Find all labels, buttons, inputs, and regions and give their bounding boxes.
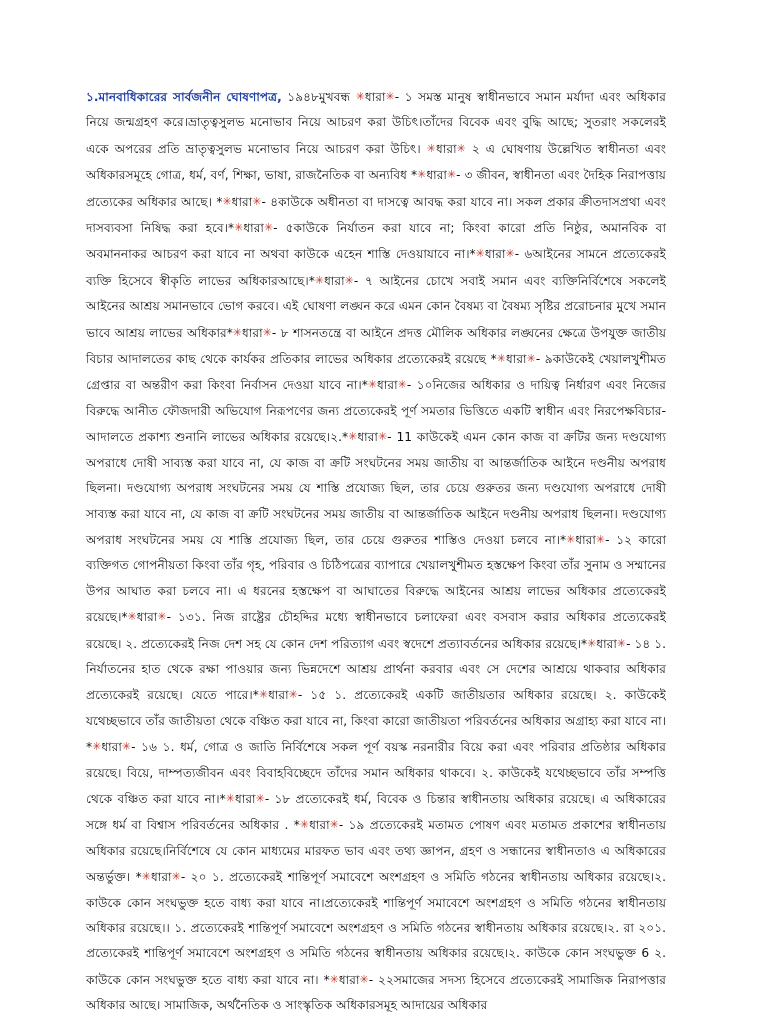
star-bullet-icon: ✳ — [505, 247, 515, 261]
body-text-segment: - ২২সমাজের সদস্য হিসেবে প্রত্যেকেরই সামাজিক নিরাপত্তার অধিকার আছে। সামাজিক, অর্থনৈতিক ও সাংস্কৃতিক অধিকারসমূহ আদায়ের অধিকার — [86, 972, 667, 1013]
body-text-segment: ধারা — [357, 430, 378, 445]
body-text-segment: - ৯কাউকেই খেয়ালখুশীমত গ্রেপ্তার বা অন্তরীণ করা কিংবা নির্বাসন দেওয়া যাবে না।* — [86, 352, 666, 393]
body-text-segment: - ৫কাউকে নির্যাতন করা যাবে না; কিংবা কারো প্রতি নিষ্ঠুর, অমানবিক বা অবমাননাকর আচরণ করা যাবে না অথবা কাউকে এহেন শাস্তি দেওয়াযাবে না।* — [86, 221, 666, 262]
star-bullet-icon: ✳ — [344, 273, 354, 287]
star-bullet-icon: ✳ — [329, 972, 339, 986]
document-page — [86, 84, 667, 1013]
star-bullet-icon: ✳ — [417, 168, 427, 182]
star-bullet-icon: ✳ — [222, 194, 232, 208]
star-bullet-icon: ✳ — [232, 325, 243, 339]
body-text-segment: - ৩ জীবন, স্বাধীনতা এবং দৈহিক নিরাপত্তায় প্রত্যেকের অধিকার আছে। * — [86, 168, 666, 209]
body-text-segment: ধারা — [150, 870, 172, 885]
star-bullet-icon: ✳ — [595, 532, 606, 546]
body-text-segment: - ১৩১. নিজ রাষ্ট্রের চৌহদ্দির মধ্যে স্বাধীনভাবে চলাফেরা এবং বসবাস করার অধিকার প্রত্যেকেরই রয়েছে। ২. প্রত্যেকেরই নিজ দেশ সহ যে কোন দেশ পরিত্যাগ এবং স্বদেশে প্রত্যাবর্তনের অধিকার রয়েছে।* — [86, 610, 666, 651]
star-bullet-icon: ✳ — [496, 352, 506, 366]
body-text-segment: - ৪কাউকে অধীনতা বা দাসত্বে আবদ্ধ করা যাবে না। সকল প্রকার ক্রীতদাসপ্রথা এবং দাসব্যবসা নিষিদ্ধ করা হবে।* — [86, 194, 666, 236]
star-bullet-icon: ✳ — [526, 352, 536, 366]
body-text-segment: - ১৪ ১. নির্যাতনের হাত থেকে রক্ষা পাওয়ার জন্য ভিন্নদেশে আশ্রয় প্রার্থনা করবার এবং সে দেশের আশ্রয়ে থাকবার অধিকার প্রত্যেকেরই রয়েছে। যেতে পারে।* — [86, 636, 666, 703]
star-bullet-icon: ✳ — [616, 636, 627, 650]
body-text-segment: - 11 কাউকেই এমন কোন কাজ বা ক্রটির জন্য দণ্ডযোগ্য অপরাধে দোষী সাব্যস্ত করা যাবে না, যে কাজ বা ক্রটি সংঘটনের সময় জাতীয় বা আন্তর্জাতিক আইনে দণ্ডনীয় অপরাধ ছিলনা। দণ্ডযোগ্য অপরাধ সংঘটনের সময় যে শাস্তি প্রযোজ্য ছিল, তার চেয়ে গুরুতর জন্য দণ্ডযোগ্য অপরাধে দোষী সাব্যস্ত করা যাবে না, যে কাজ বা ক্রটি সংঘটনের সময় জাতীয় বা আন্তর্জাতিক আইনে দণ্ডনীয় অপরাধ ছিলনা। দণ্ডযোগ্য অপরাধ সংঘটনের সময় যে শাস্তি প্রযোজ্য ছিল, তার চেয়ে গুরুতর শাস্তিও দেওয়া চলবে না।* — [86, 430, 666, 547]
star-bullet-icon: ✳ — [141, 870, 151, 884]
star-bullet-icon: ✳ — [456, 141, 466, 155]
body-text-segment: ধারা — [338, 972, 360, 987]
star-bullet-icon: ✳ — [225, 791, 235, 805]
body-text-segment: - ১৫ ১. প্রত্যেকেরই একটি জাতীয়তার অধিকার রয়েছে। ২. কাউকেই যথেচ্ছভাবে তাঁর জাতীয়তা থেকে বঞ্চিত করা যাবে না, কিংবা কারো জাতীয়তা পরিবর্তনের অধিকার অগ্রাহ্য করা যাবে না। * — [86, 688, 666, 755]
star-bullet-icon: ✳ — [359, 972, 369, 986]
star-bullet-icon: ✳ — [255, 791, 265, 805]
body-text-segment: ধারা — [324, 273, 345, 288]
star-bullet-icon: ✳ — [566, 532, 576, 546]
body-text-segment: ধারা — [242, 325, 263, 340]
body-text-segment: ধারা — [575, 532, 596, 547]
star-bullet-icon: ✳ — [475, 247, 485, 261]
body-text-segment: ধারা — [484, 247, 506, 262]
document-heading: ১.মানবাধিকারের সার্বজনীন ঘোষণাপত্র, — [86, 90, 282, 104]
star-bullet-icon: ✳ — [171, 870, 181, 884]
body-text-segment: ধারা — [231, 194, 253, 209]
star-bullet-icon: ✳ — [121, 740, 132, 754]
star-bullet-icon: ✳ — [127, 610, 137, 624]
body-text-segment: - ১৮ প্রত্যেকেরই ধর্ম, বিবেক ও চিন্তার স্বাধীনতায় অধিকার রয়েছে। এ অধিকারের সঙ্গে ধর্ম বা বিশ্বাস পরিবর্তনের অধিকার . * — [86, 791, 666, 833]
star-bullet-icon: ✳ — [355, 90, 365, 103]
body-text-segment: - ১২ কারো ব্যক্তিগত গোপনীয়তা কিংবা তাঁর গৃহ, পরিবার ও চিঠিপত্রের ব্যাপারে খেয়ালখুশীমত হস্তক্ষেপ কিংবা তাঁর সুনাম ও সম্মানের উপর আঘাত করা চলবে না। এ ধরনের হস্তক্ষেপ বা আঘাতের বিরুদ্ধে আইনের আশ্রয় লাভের অধিকার প্রত্যেকেরই রয়েছে।* — [86, 532, 666, 625]
star-bullet-icon: ✳ — [288, 688, 298, 702]
body-text-segment: ধারা — [309, 818, 330, 833]
body-text-segment: - ১ সমস্ত মানুষ স্বাধীনভাবে সমান মর্যাদা এবং অধিকার নিয়ে জন্মগ্রহণ করে।ভ্রাতৃত্বসুলভ মনোভাব নিয়ে আচরণ করা উচিৎ।তাঁদের বিবেক এবং বুদ্ধি আছে; সুতরাং সকলেরই একে অপরের প্রতি ভ্রাতৃত্বসুলভ মনোভাব নিয়ে আচরণ করা উচিৎ। — [86, 90, 666, 156]
star-bullet-icon: ✳ — [348, 430, 358, 444]
document-body — [86, 90, 666, 1012]
body-text-segment: ধারা — [505, 352, 527, 367]
star-bullet-icon: ✳ — [377, 430, 388, 444]
body-text-segment: ধারা — [364, 90, 386, 104]
body-text-segment: ধারা — [436, 141, 457, 156]
star-bullet-icon: ✳ — [446, 168, 457, 182]
star-bullet-icon: ✳ — [92, 740, 102, 754]
body-text-segment: ধারা — [101, 740, 122, 755]
body-text-segment: - ৭ আইনের চোখে সবাই সমান এবং ব্যক্তিনির্বিশেষে সকলেই আইনের আশ্রয় সমানভাবে ভোগ করবে। এই ঘোষণা লঙ্ঘন করে এমন কোন বৈষম্য বা বৈষম্য সৃষ্টির প্ররোচনার মুখে সমান ভাবে আশ্রয় লাভের অধিকার* — [86, 273, 666, 340]
body-text-segment: ধারা — [426, 168, 447, 183]
star-bullet-icon: ✳ — [587, 636, 597, 650]
star-bullet-icon: ✳ — [329, 818, 339, 832]
body-text-segment: - ১০নিজের অধিকার ও দায়িত্ব নির্ধারণ এবং নিজের বিরুদ্ধে আনীত ফৌজদারী অভিযোগ নিরূপণের জন্য প্রত্যেকেরই পূর্ণ সমতার ভিত্তিতে একটি স্বাধীন এবং নিরপেক্ষবিচার-আদালতে প্রকাশ্য শুনানি লাভের অধিকার রয়েছে।২.* — [86, 378, 666, 445]
star-bullet-icon: ✳ — [252, 194, 262, 208]
star-bullet-icon: ✳ — [299, 818, 310, 832]
body-text-segment: ধারা — [234, 791, 256, 806]
star-bullet-icon: ✳ — [397, 378, 407, 392]
body-text-segment: ২ এ ঘোষণায় উল্লেখিত স্বাধীনতা এবং অধিকারসমূহে গোত্র, ধর্ম, বর্ণ, শিক্ষা, ভাষা, রাজনৈতিক বা অন্যবিধ * — [86, 141, 666, 183]
body-text-segment: ১৯৪৮মুখবন্ধ — [281, 90, 356, 104]
body-text-segment: - ৮ শাসনতন্ত্রে বা আইনে প্রদত্ত মৌলিক অধিকার লঙ্ঘনের ক্ষেত্রে উপযুক্ত জাতীয় বিচার আদালতের কাছ থেকে কার্যকর প্রতিকার লাভের অধিকার প্রত্যেকেরই রয়েছে * — [86, 325, 666, 367]
star-bullet-icon: ✳ — [263, 221, 274, 235]
star-bullet-icon: ✳ — [367, 378, 378, 392]
star-bullet-icon: ✳ — [262, 325, 272, 339]
body-text-segment: ধারা — [136, 610, 158, 625]
body-text-segment: - ২০ ১. প্রত্যেকেরই শান্তিপূর্ণ সমাবেশে অংশগ্রহণ ও সমিতি গঠনের স্বাধীনতায় অধিকার রয়েছে।২. কাউকে কোন সংঘভুক্ত হতে বাধ্য করা যাবে না।প্রত্যেকেরই শান্তিপূর্ণ সমাবেশে অংশগ্রহণ ও সমিতি গঠনের স্বাধীনতায় অধিকার রয়েছে।। ১. প্রত্যেকেরই শান্তিপূর্ণ সমাবেশে অংশগ্রহণ ও সমিতি গঠনের স্বাধীনতায় অধিকার রয়েছে।২. রা ২০১. প্রত্যেকেরই শান্তিপূর্ণ সমাবেশে অংশগ্রহণ ও সমিতি গঠনের স্বাধীনতায় অধিকার রয়েছে।২. কাউকে কোন সংঘভুক্ত 6 ২. কাউকে কোন সংঘভুক্ত হতে বাধ্য করা যাবে না। * — [86, 870, 667, 987]
body-text-segment: ধারা — [596, 636, 617, 651]
body-text-segment: ধারা — [268, 688, 289, 703]
star-bullet-icon: ✳ — [234, 221, 244, 235]
body-text-segment: - ১৯ প্রত্যেকেরই মতামত পোষণ এবং মতামত প্রকাশের স্বাধীনতায় অধিকার রয়েছে।নির্বিশেষে যে কোন মাধ্যমের মারফত ভাব এবং তথ্য জ্ঞাপন, গ্রহণ ও সন্ধানের স্বাধীনতাও এ অধিকারের অন্তর্ভুক্ত। * — [86, 818, 666, 885]
star-bullet-icon: ✳ — [385, 90, 395, 103]
star-bullet-icon: ✳ — [314, 273, 325, 287]
body-text-segment: ধারা — [377, 378, 398, 393]
star-bullet-icon: ✳ — [157, 610, 167, 624]
body-text-segment: - ৬আইনের সামনে প্রত্যেকেরই ব্যক্তি হিসেবে স্বীকৃতি লাভের অধিকারআছে।* — [86, 247, 666, 288]
body-text-segment: - ১৬ ১. ধর্ম, গোত্র ও জাতি নির্বিশেষে সকল পূর্ণ বয়স্ক নরনারীর বিয়ে করা এবং পরিবার প্রতিষ্ঠার অধিকার রয়েছে। বিয়ে, দাম্পত্যজীবন এবং বিবাহবিচ্ছেদে তাঁদের সমান অধিকার থাকবে। ২. কাউকেই যথেচ্ছভাবে তাঁর সম্পত্তি থেকে বঞ্চিত করা যাবে না।* — [86, 740, 666, 806]
star-bullet-icon: ✳ — [258, 688, 269, 702]
body-text-segment: ধারা — [243, 221, 264, 236]
star-bullet-icon: ✳ — [426, 141, 436, 155]
